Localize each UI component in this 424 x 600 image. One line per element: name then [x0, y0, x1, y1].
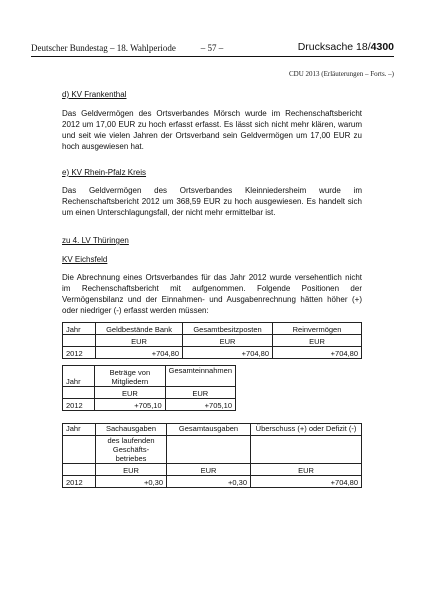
table-row	[63, 323, 362, 335]
table-cell: 2012	[63, 476, 96, 488]
section-e-text: Das Geldvermögen des Ortsverbandes Kleinniedersheim wurde im Rechenschaftsbericht 2012 um 368,59 EUR zu hoch ausgewiesen. Es handelt sich um einen Unterschlagungsfall, der nicht mehr ermittelbar ist.	[62, 186, 362, 217]
table-cell	[167, 436, 251, 464]
table-unit: EUR	[183, 335, 273, 347]
table-header: Gesamtbesitzposten	[183, 323, 273, 335]
table-cell: +0,30	[167, 476, 251, 488]
table-header: Reinvermögen	[273, 323, 362, 335]
table-row	[63, 387, 236, 399]
table-row	[63, 347, 362, 359]
table-header: Überschuss (+) oder Defizit (-)	[251, 424, 362, 436]
table-unit: EUR	[273, 335, 362, 347]
table-header: Gesamteinnahmen	[165, 366, 235, 387]
kv-title: KV Eichsfeld	[62, 255, 108, 264]
table-cell: 2012	[63, 347, 96, 359]
table-unit: EUR	[96, 335, 183, 347]
table-header: Jahr	[63, 366, 95, 387]
table-cell: +705,10	[165, 399, 235, 411]
table-header: Jahr	[63, 323, 96, 335]
table-cell: +704,80	[273, 347, 362, 359]
kv-text: Die Abrechnung eines Ortsverbandes für das Jahr 2012 wurde versehentlich nicht im Rechenschaftsbericht mit aufgenommen. Folgende Positionen der Vermögensbilanz und der Einnahmen- und Ausgabenrechnung hätten höher (+) oder niedriger (-) erfasst werden müssen:	[62, 273, 362, 315]
header-left: Deutscher Bundestag – 18. Wahlperiode	[31, 43, 176, 53]
table-balance	[62, 322, 362, 359]
section-d-text: Das Geldvermögen des Ortsverbandes Mörsch wurde im Rechenschaftsbericht 2012 um 17,00 EUR zu hoch erfasst erfasst. Es lässt sich nicht mehr klären, warum und seit wie vielen Jahren der Ortsverband sein Geldvermögen um 17,00 EUR zu hoch ausgewiesen hat.	[62, 109, 362, 151]
table-cell: +0,30	[96, 476, 167, 488]
table-cell	[63, 387, 95, 399]
table-cell	[251, 436, 362, 464]
table-header: Gesamtausgaben	[167, 424, 251, 436]
table-income	[62, 365, 236, 411]
table-row	[63, 424, 362, 436]
table-cell: +704,80	[251, 476, 362, 488]
table-cell: 2012	[63, 399, 95, 411]
header-rule	[31, 56, 394, 57]
lv-title: zu 4. LV Thüringen	[62, 236, 129, 245]
document-number-prefix: Drucksache 18/	[297, 41, 371, 53]
table-unit: EUR	[96, 464, 167, 476]
table-cell: +704,80	[183, 347, 273, 359]
page-number: – 57 –	[200, 43, 224, 53]
table-header: Jahr	[63, 424, 96, 436]
table-cell	[63, 464, 96, 476]
table-unit: EUR	[165, 387, 235, 399]
table-row	[63, 335, 362, 347]
table-cell	[63, 335, 96, 347]
table-row	[63, 476, 362, 488]
table-header: Beträge von Mitgliedern	[95, 366, 165, 387]
section-e-title: e) KV Rhein-Pfalz Kreis	[62, 168, 147, 177]
table-unit: EUR	[251, 464, 362, 476]
table-cell: +705,10	[95, 399, 165, 411]
document-number	[298, 41, 394, 53]
table-row	[63, 366, 236, 387]
table-unit: EUR	[95, 387, 165, 399]
table-header: Sachausgaben	[96, 424, 167, 436]
table-unit: EUR	[167, 464, 251, 476]
document-number-value: 4300	[370, 41, 394, 53]
table-row	[63, 436, 362, 464]
table-row	[63, 399, 236, 411]
table-expenses	[62, 423, 362, 488]
table-header: Geldbestände Bank	[96, 323, 183, 335]
table-cell: +704,80	[96, 347, 183, 359]
table-row	[63, 464, 362, 476]
table-subheader: des laufenden Geschäfts-betriebes	[96, 436, 167, 464]
section-d-title: d) KV Frankenthal	[62, 90, 127, 99]
table-cell	[63, 436, 96, 464]
section-subheader: CDU 2013 (Erläuterungen – Forts. –)	[289, 70, 394, 78]
